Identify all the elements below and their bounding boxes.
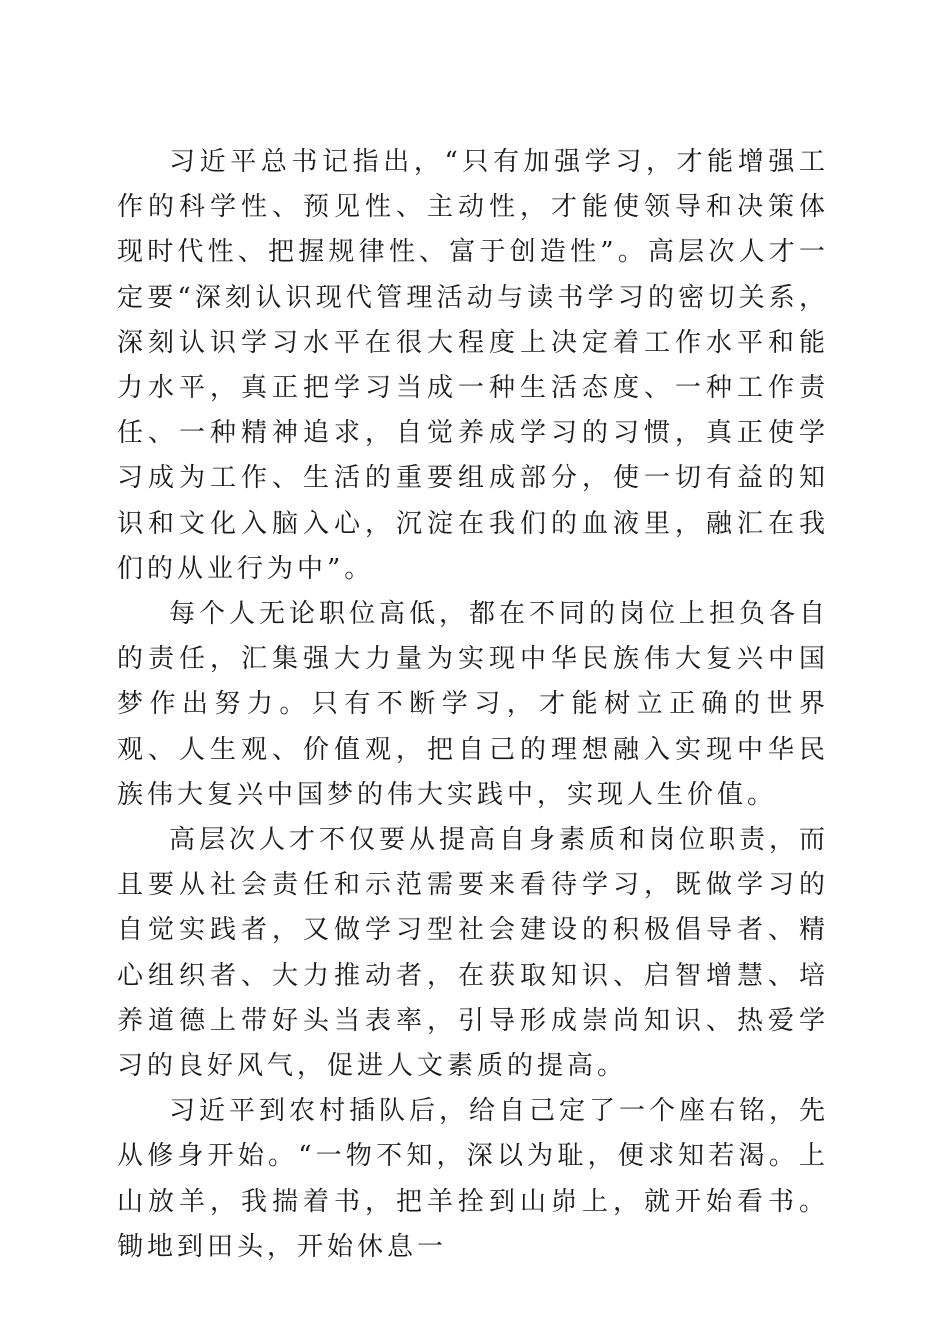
paragraph-2: 每个人无论职位高低，都在不同的岗位上担负各自的责任，汇集强大力量为实现中华民族伟大复兴中国梦作出努力。只有不断学习，才能树立正确的世界观、人生观、价值观，把自己的理想融入实现中华民族伟大复兴中国梦的伟大实践中，实现人生价值。 [117, 599, 830, 810]
paragraph-4: 习近平到农村插队后，给自己定了一个座右铭，先从修身开始。“一物不知，深以为耻，便求知若渴。上山放羊，我揣着书，把羊拴到山峁上，就开始看书。锄地到田头，开始休息一 [117, 1096, 830, 1262]
document-body [117, 140, 829, 1270]
paragraph-1: 习近平总书记指出，“只有加强学习，才能增强工作的科学性、预见性、主动性，才能使领导和决策体现时代性、把握规律性、富于创造性”。高层次人才一定要“深刻认识现代管理活动与读书学习的密切关系，深刻认识学习水平在很大程度上决定着工作水平和能力水平，真正把学习当成一种生活态度、一种工作责任、一种精神追求，自觉养成学习的习惯，真正使学习成为工作、生活的重要组成部分，使一切有益的知识和文化入脑入心，沉淀在我们的血液里，融汇在我们的从业行为中”。 [117, 147, 829, 584]
paragraph-3: 高层次人才不仅要从提高自身素质和岗位职责，而且要从社会责任和示范需要来看待学习，既做学习的自觉实践者，又做学习型社会建设的积极倡导者、精心组织者、大力推动者，在获取知识、启智增慧、培养道德上带好头当表率，引导形成崇尚知识、热爱学习的良好风气，促进人文素质的提高。 [117, 825, 830, 1082]
